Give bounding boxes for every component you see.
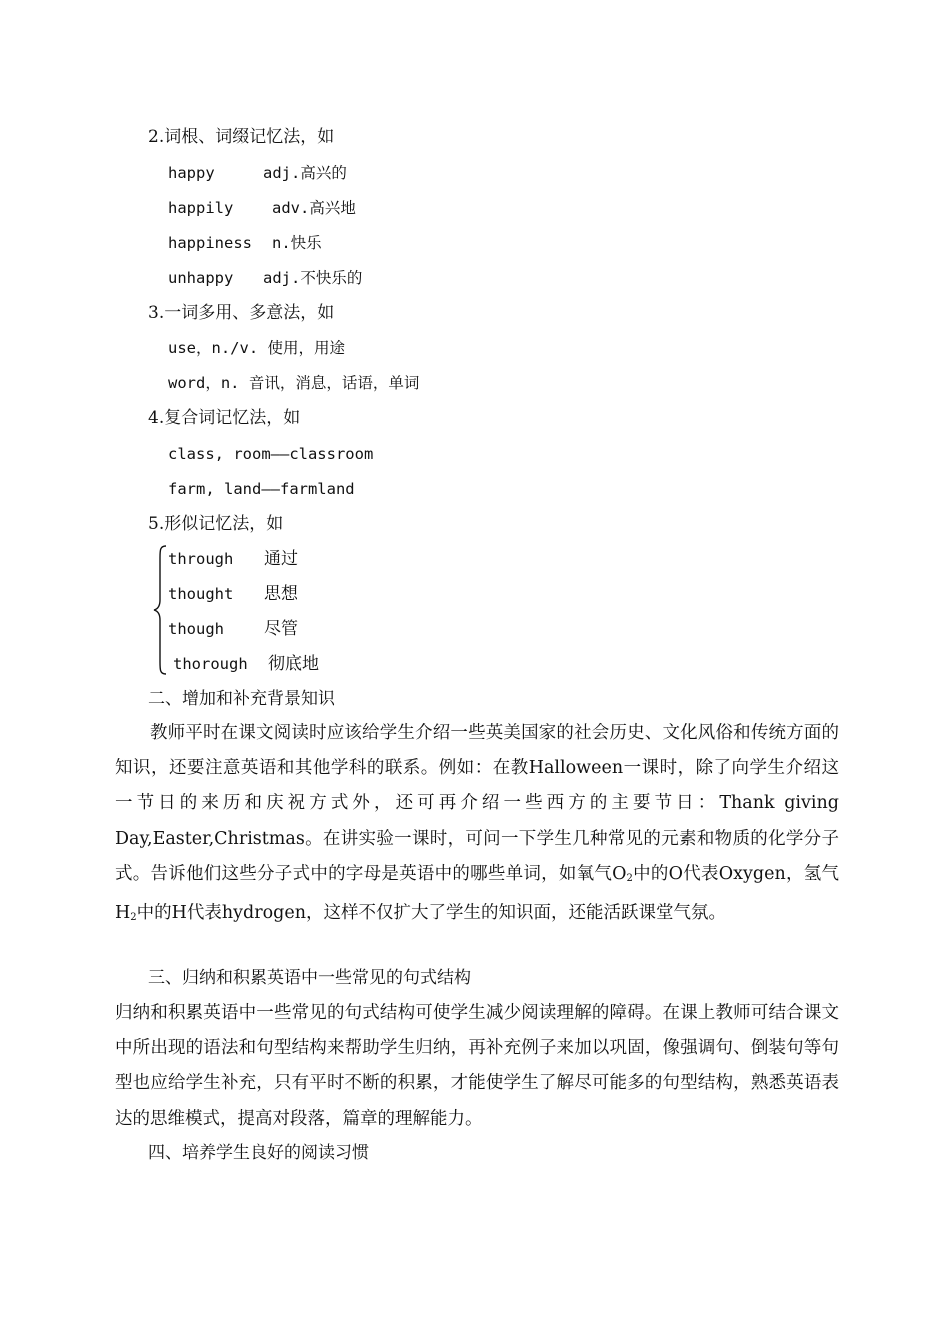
section4-heading: 4.复合词记忆法，如 xyxy=(148,408,301,428)
section5-word-3: though xyxy=(168,620,224,638)
section3-heading: 3.一词多用、多意法，如 xyxy=(148,303,335,323)
section5-meaning-4: 彻底地 xyxy=(268,654,319,674)
section5-heading: 5.形似记忆法，如 xyxy=(148,514,284,534)
section2-word-4: unhappy xyxy=(168,269,234,287)
section5-meaning-1: 通过 xyxy=(264,549,298,569)
part3-paragraph: 归纳和积累英语中一些常见的句式结构可使学生减少阅读理解的障碍。在课上教师可结合课文中所出现的语法和句型结构来帮助学生归纳，再补充例子来加以巩固，像强调句、倒装句等句型也应给学生补充，只有平时不断的积累，才能使学生了解尽可能多的句型结构，熟悉英语表达的思维模式，提高对段落，篇章的理解能力。 xyxy=(115,1003,839,1129)
part2-text-a: 教师平时在课文阅读时应该给学生介绍一些英美国家的社会历史、文化风俗和传统方面的知识，还要注意英语和其他学科的联系。例如：在教Halloween一课时，除了向学生介绍这一节日的来历和庆祝方式外，还可再介绍一些西方的主要节日：Thank giving Day,Easter,Christmas。在讲实验一课时，可问一下学生几种常见的元素和物质的化学分子式。告诉他们这些分子式中的字母是英语中的哪些单词，如氧气O xyxy=(115,723,839,884)
part2-paragraph xyxy=(115,716,839,935)
section5-meaning-3: 尽管 xyxy=(264,619,298,639)
section2-meaning-1: adj.高兴的 xyxy=(263,164,347,182)
section5-word-4: thorough xyxy=(173,655,248,673)
oxygen-subscript: 2 xyxy=(626,872,633,884)
part2-heading: 二、增加和补充背景知识 xyxy=(148,689,335,709)
section2-word-2: happily xyxy=(168,199,234,217)
part2-text-c: 中的H代表hydrogen，这样不仅扩大了学生的知识面，还能活跃课堂气氛。 xyxy=(136,903,726,924)
section2-heading: 2.词根、词缀记忆法，如 xyxy=(148,127,335,147)
section3-item-1: use，n./v. 使用，用途 xyxy=(168,339,345,357)
left-brace-icon xyxy=(152,544,168,676)
section2-meaning-3: n.快乐 xyxy=(272,234,322,252)
section2-meaning-2: adv.高兴地 xyxy=(272,199,356,217)
section2-meaning-4: adj.不快乐的 xyxy=(263,269,363,287)
section4-item-1: class, room——classroom xyxy=(168,445,374,463)
section2-word-3: happiness xyxy=(168,234,252,252)
part4-heading: 四、培养学生良好的阅读习惯 xyxy=(148,1143,369,1163)
part3-heading: 三、归纳和积累英语中一些常见的句式结构 xyxy=(148,968,471,988)
section5-meaning-2: 思想 xyxy=(264,584,298,604)
section5-word-1: through xyxy=(168,550,234,568)
part2-text-b: 中的O代表Oxygen，氢气H xyxy=(115,863,839,924)
section4-item-2: farm, land——farmland xyxy=(168,480,355,498)
section5-word-2: thought xyxy=(168,585,234,603)
hydrogen-subscript: 2 xyxy=(130,912,137,924)
section3-item-2: word，n. 音讯，消息，话语，单词 xyxy=(168,374,420,392)
section2-word-1: happy xyxy=(168,164,215,182)
